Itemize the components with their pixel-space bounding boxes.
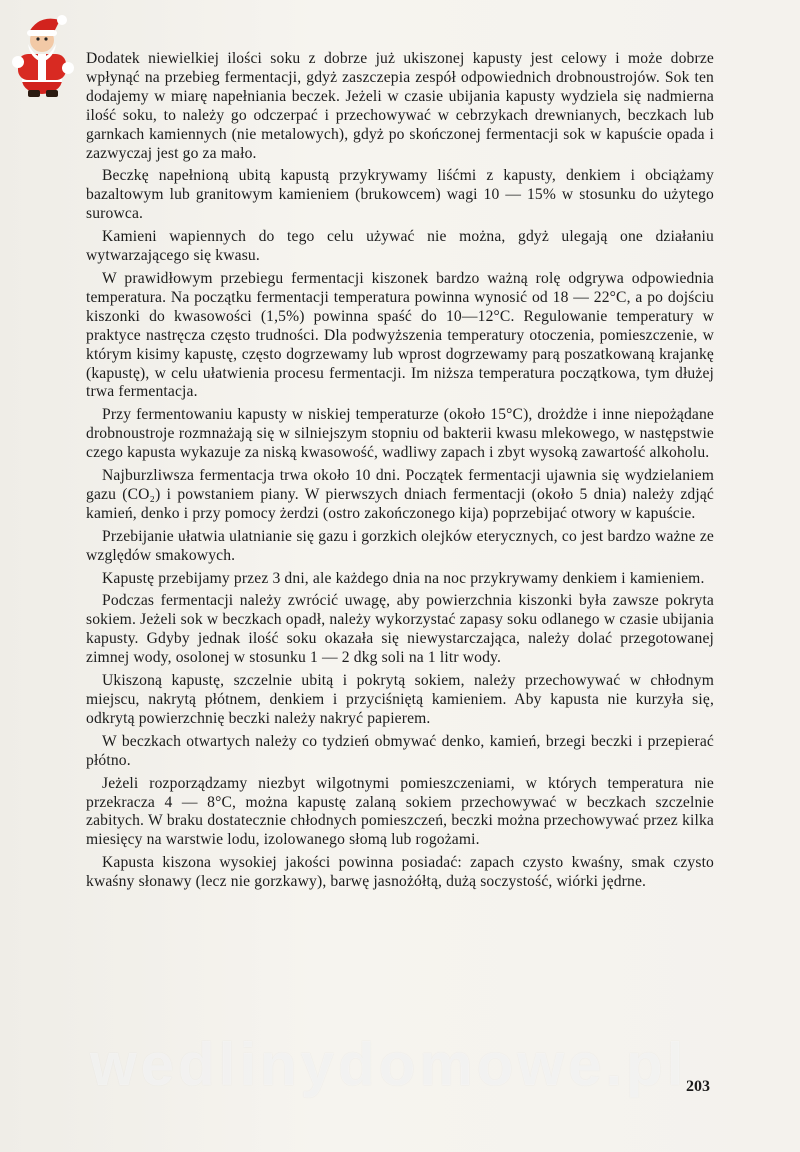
paragraph: Kamieni wapiennych do tego celu używać nie można, gdyż ulegają one działaniu wytwarzającego się kwasu. (86, 228, 714, 265)
paragraph: Przy fermentowaniu kapusty w niskiej temperaturze (około 15°C), drożdże i inne niepożądane drobnoustroje rozmnażają się w silniejszym stopniu od bakterii kwasu mlekowego, w następstwie czego kapusta wykazuje za niską kwasowość, wadliwy zapach i zbyt wysoką zawartość alkoholu. (86, 406, 714, 462)
paragraph: Przebijanie ułatwia ulatnianie się gazu i gorzkich olejków eterycznych, co jest bardzo ważne ze względów smakowych. (86, 527, 714, 564)
paragraph: Kapustę przebijamy przez 3 dni, ale każdego dnia na noc przykrywamy denkiem i kamieniem. (102, 569, 705, 587)
paragraph: Kapusta kiszona wysokiej jakości powinna posiadać: zapach czysto kwaśny, smak czysto kwaśny słonawy (lecz nie gorzkawy), barwę jasnożółtą, dużą soczystość, wiórki jędrne. (86, 854, 714, 891)
paragraph: W beczkach otwartych należy co tydzień obmywać denko, kamień, brzegi beczki i przepierać płótno. (86, 732, 714, 769)
page-number: 203 (686, 1078, 710, 1095)
paragraph: Beczkę napełnioną ubitą kapustą przykrywamy liśćmi z kapusty, denkiem i obciążamy bazaltowym lub granitowym kamieniem (brukowcem) wagi 10 — 15% w stosunku do użytego surowca. (86, 167, 714, 223)
paragraph: Jeżeli rozporządzamy niezbyt wilgotnymi pomieszczeniami, w których temperatura nie przekracza 4 — 8°C, można kapustę zalaną sokiem przechowywać w beczkach szczelnie zabitych. W braku dostatecznie chłodnych pomieszczeń, beczki można przechowywać przez kilka miesięcy na warstwie lodu, izolowanego słomą lub rogożami. (86, 774, 714, 849)
paragraph: Najburzliwsza fermentacja trwa około 10 dni. Początek fermentacji ujawnia się wydzielaniem gazu (CO₂) i powstaniem piany. W pierwszych dniach fermentacji (około 5 dnia) należy zdjąć kamień, denko i przy pomocy żerdzi (ostro zakończonego kija) poprzebijać otwory w kapuście. (86, 467, 714, 522)
paragraph: Dodatek niewielkiej ilości soku z dobrze już ukiszonej kapusty jest celowy i może dobrze wpłynąć na przebieg fermentacji, gdyż zaszczepia zespół odpowiednich drobnoustrojów. Sok ten dodajemy w miarę napełniania beczek. Jeżeli w czasie ubijania kapusty wydziela się nadmierna ilość soku, to należy go odczerpać i przechowywać w cebrzykach drewnianych, beczkach lub garnkach kamiennych (nie metalowych), gdyż po skończonej fermentacji sok w kapuście opada i zazwyczaj jest go za mało. (86, 50, 714, 162)
santa-icon[interactable] (8, 10, 76, 98)
paragraph: Ukiszoną kapustę, szczelnie ubitą i pokrytą sokiem, należy przechowywać w chłodnym miejscu, nakrytą płótnem, denkiem i przyciśniętą kamieniem. Aby kapusta nie kurzyła się, odkrytą powierzchnię beczki należy nakryć papierem. (86, 672, 714, 727)
watermark: wedlinydomowe.pl (90, 1031, 688, 1098)
paragraph: Podczas fermentacji należy zwrócić uwagę, aby powierzchnia kiszonki była zawsze pokryta sokiem. Jeżeli sok w beczkach opadł, należy wykorzystać zapasy soku odlanego w czasie ubijania kapusty. Gdyby jednak ilość soku okazała się niewystarczająca, należy dolać przegotowanej zimnej wody, osolonej w stosunku 1 — 2 dkg soli na 1 litr wody. (86, 592, 714, 667)
article-body (86, 50, 714, 896)
paragraph: W prawidłowym przebiegu fermentacji kiszonek bardzo ważną rolę odgrywa odpowiednia temperatura. Na początku fermentacji temperatura powinna wynosić od 18 — 22°C, a po dojściu kiszonki do kwasowości (1,5%) powinna spaść do 10—12°C. Regulowanie temperatury w praktyce nastręcza często trudności. Dla podwyższenia temperatury otoczenia, pomieszczenie, w którym kisimy kapustę, często dogrzewamy lub wprost dogrzewamy parą poszatkowaną krajankę (kapustę), w celu ułatwienia procesu fermentacji. Im niższa temperatura początkowa, tym dłużej trwa fermentacja. (86, 269, 714, 401)
